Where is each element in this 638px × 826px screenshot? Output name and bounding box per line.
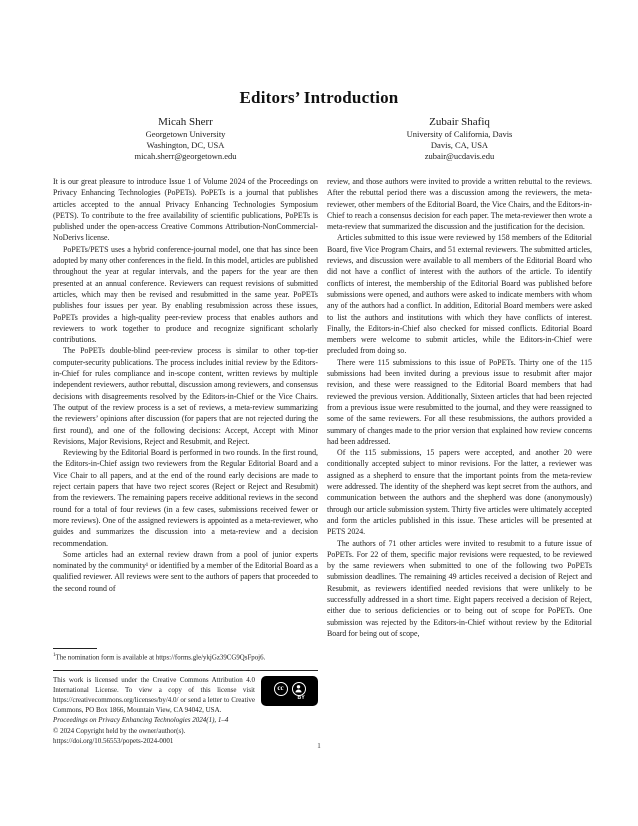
body-paragraph: PoPETs/PETS uses a hybrid conference-journal model, one that has since been adopted by many other conferences in the field. In this model, articles are published throughout the year at regular intervals, and the papers for the year are then presented at an annual conference. Reviewers can request revisions of submitted articles, which may then be revised and resubmitted in the same year. PoPETs publishes four issues per year. By enabling resubmission across these issues, PoPETs provides a high-quality peer-review process that enables authors and reviewers to work together to produce and recognize significant scholarly contributions. [53, 244, 318, 345]
authors-row [0, 108, 638, 162]
cc-icon [274, 682, 288, 696]
author-city: Davis, CA, USA [430, 140, 489, 150]
body-paragraph: Of the 115 submissions, 15 papers were accepted, and another 20 were conditionally accepted subject to minor revisions. For the latter, a reviewer was assigned as a shepherd to ensure that the important points from the meta-review were addressed. The identity of the shepherd was kept secret from the authors, and communication between the authors and the shepherd was done (anonymously) through our article submission system. Thirty five articles were ultimately accepted and form the articles published in this issue. These articles will be presented at PETS 2024. [327, 448, 592, 537]
footnote-and-license-block [53, 648, 318, 746]
author-affiliation: University of California, Davis [406, 129, 513, 139]
author-city: Washington, DC, USA [146, 140, 225, 150]
author-name: Micah Sherr [158, 116, 213, 128]
license-venue: Proceedings on Privacy Enhancing Technologies 2024(1), 1–4 [53, 716, 229, 725]
author-email: zubair@ucdavis.edu [424, 151, 495, 161]
author-name: Zubair Shafiq [429, 116, 490, 128]
body-paragraph: There were 115 submissions to this issue of PoPETs. Thirty one of the 115 submissions had been invited during a previous issue to resubmit after major revision, and these were reassigned to the Editorial Board members that had reviewed the previous version. Additionally, Sixteen articles that had been rejected from a previous issue were resubmitted to the journal, and they were reassigned to some of the same reviewers. For all these resubmissions, the authors provided a summary of changes made to the prior version that explained how review concerns had been addressed. [327, 357, 592, 446]
footnote-rule [53, 648, 97, 649]
footnote [53, 651, 318, 663]
body-paragraph: The PoPETs double-blind peer-review process is similar to other top-tier computer-security publications. The process includes initial review by the Editors-in-Chief for rules compliance and in-scope content, written reviews by multiple independent reviewers, author rebuttal, discussion among reviewers, and consensus decisions with disagreements resolved by the Editors-in-Chief or the Vice Chairs. The output of the review process is a set of reviews, a meta-review summarizing the reviewers’ opinions after discussion (for papers that are not rejected during the first round), and one of the following decisions: Accept, Accept with Minor Revisions, Major Revisions, Reject and Resubmit, and Reject. [53, 346, 318, 446]
author-affiliation: Georgetown University [145, 129, 226, 139]
page-number: 1 [317, 742, 321, 750]
footnote-text[interactable]: The nomination form is available at https://forms.gle/ykjGz39CG9QsFpoj6. [55, 654, 266, 662]
body-paragraph: Reviewing by the Editorial Board is performed in two rounds. In the first round, the Editors-in-Chief assign two reviewers from the Regular Editorial Board and a Vice Chair to all papers, and at the end of the round early decisions are made to reject certain papers that have two reject scores (Reject or Reject and Resubmit) from the reviewers. The remaining papers receive additional reviews in the second round for a total of four reviews (in a few cases, submissions received fewer or more reviews). One of the assigned reviewers is appointed as a meta-reviewer, who guides and summarizes the discussion into a meta-review and a decision recommendation. [53, 448, 318, 548]
author-email: micah.sherr@georgetown.edu [134, 151, 237, 161]
author-block-2 [327, 116, 592, 162]
body-columns [0, 162, 638, 639]
license-copyright: © 2024 Copyright held by the owner/author(s). [53, 726, 186, 735]
body-paragraph: Articles submitted to this issue were reviewed by 158 members of the Editorial Board, five Vice Program Chairs, and 51 external reviewers. The submitted articles, reviews, and discussion were available to all members of the Editorial Board who did not have a conflict of interest with the authors of the article. To identify conflicts of interest, the membership of the Editorial Board was published before submissions were opened, and authors were asked to indicate members with whom any of the authors had a conflict. In addition, Editorial Board members were asked to list the authors and institutions with which they have conflicts of interest. Finally, the Editors-in-Chief also checked for missed conflicts. Editorial Board members were welcome to submit articles, while the Editors-in-Chief were precluded from doing so. [327, 233, 592, 356]
license-text: This work is licensed under the Creative Commons Attribution 4.0 International License. To view a copy of this license visit https://creativecommons.org/licenses/by/4.0/ or send a letter to Creative Commons, PO Box 1866, Mountain View, CA 94042, USA. [53, 675, 255, 715]
cc-icon-label: cc [277, 684, 284, 693]
page-title: Editors’ Introduction [239, 88, 399, 107]
body-paragraph: It is our great pleasure to introduce Issue 1 of Volume 2024 of the Proceedings on Privacy Enhancing Technologies (PoPETs). PoPETs is a journal that publishes articles accepted to the annual Privacy Enhancing Technologies Symposium (PETS). To contribute to the free availability of scientific publications, PoPETs is published under the open-access Creative Commons Attribution-NonCommercial-NoDerivs license. [53, 177, 318, 243]
body-paragraph: review, and those authors were invited to provide a written rebuttal to the reviews. After the rebuttal period there was a discussion among the reviewers, the meta-reviewer, other members of the Editorial Board, the Vice Chairs, and the Editors-in-Chief to reach a consensus decision for each paper. The meta-reviewer then wrote a meta-review that summarized the discussion and the justification for the decision. [327, 177, 592, 232]
license-doi[interactable]: https://doi.org/10.56553/popets-2024-0001 [53, 736, 174, 745]
license-block [53, 675, 318, 746]
right-column [327, 176, 592, 639]
body-paragraph: Some articles had an external review drawn from a pool of junior experts nominated by the community¹ or identified by a member of the Editorial Board as a qualified reviewer. All reviews were sent to the authors of papers that proceeded to the second round of [53, 549, 318, 593]
left-column [53, 176, 318, 639]
license-rule [53, 670, 318, 671]
footnote-marker: 1 [53, 653, 56, 658]
by-label: BY [297, 695, 305, 702]
body-paragraph: The authors of 71 other articles were invited to resubmit to a future issue of PoPETs. For 22 of them, specific major revisions were requested, to be reviewed by the same reviewers when submitted to one of the following two PoPETs submission deadlines. The remaining 49 articles received a decision of Reject and Resubmit, as reviewers identified needed revisions that were unlikely to be successfully addressed in a short time. Eight papers received a decision of Reject, either due to serious deficiencies or to being out of scope for PoPETs. One submission was rejected by the Editors-in-Chief without review by the Editorial Board for being out of scope, [327, 538, 592, 638]
cc-by-badge[interactable] [261, 676, 318, 706]
author-block-1 [53, 116, 318, 162]
